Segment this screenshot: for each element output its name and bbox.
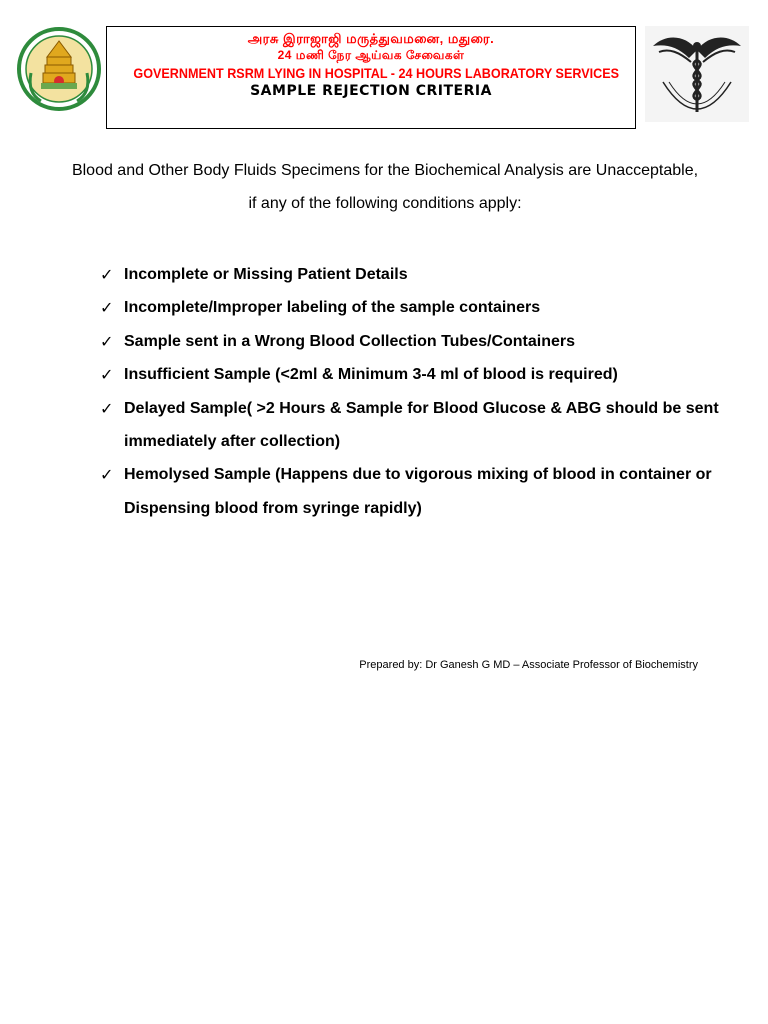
list-item: [100, 458, 740, 525]
criterion-text: Incomplete or Missing Patient Details: [124, 266, 408, 283]
prepared-by: Prepared by: Dr Ganesh G MD – Associate Professor of Biochemistry: [359, 659, 698, 671]
check-icon: ✓: [100, 465, 114, 485]
criterion-text: Hemolysed Sample (Happens due to vigorous mixing of blood in container or Dispensing blood from syringe rapidly): [124, 466, 712, 517]
check-icon: ✓: [100, 265, 114, 284]
check-icon: ✓: [100, 398, 114, 418]
criterion-text: Sample sent in a Wrong Blood Collection Tubes/Containers: [124, 332, 576, 350]
list-item: [100, 291, 740, 324]
criterion-text: Delayed Sample( >2 Hours & Sample for Blood Glucose & ABG should be sent immediately after collection): [124, 399, 719, 451]
document-title: SAMPLE REJECTION CRITERIA: [250, 83, 492, 99]
tamil-nadu-emblem-icon: [17, 23, 101, 115]
list-item: [100, 325, 740, 358]
intro-line-2: if any of the following conditions apply:: [248, 195, 522, 212]
criterion-text: Insufficient Sample (<2ml & Minimum 3-4 ml of blood is required): [124, 366, 618, 384]
list-item: [100, 392, 740, 459]
check-icon: ✓: [100, 298, 114, 318]
rejection-criteria-list: [100, 258, 740, 525]
tamil-lab-services: 24 மணி நேர ஆய்வக சேவைகள்: [277, 48, 465, 62]
caduceus-logo-icon: [645, 26, 749, 122]
intro-line-1: Blood and Other Body Fluids Specimens for the Biochemical Analysis are Unacceptable,: [71, 162, 699, 179]
list-item: [100, 358, 740, 391]
check-icon: ✓: [100, 331, 114, 351]
check-icon: ✓: [100, 365, 114, 385]
list-item: [100, 258, 740, 291]
header-box: [106, 26, 636, 129]
hospital-title: GOVERNMENT RSRM LYING IN HOSPITAL - 24 HOURS LABORATORY SERVICES: [133, 65, 620, 81]
tamil-hospital-name: அரசு இராஜாஜி மருத்துவமனை, மதுரை.: [247, 31, 495, 46]
criterion-text: Incomplete/Improper labeling of the sample containers: [124, 299, 541, 317]
